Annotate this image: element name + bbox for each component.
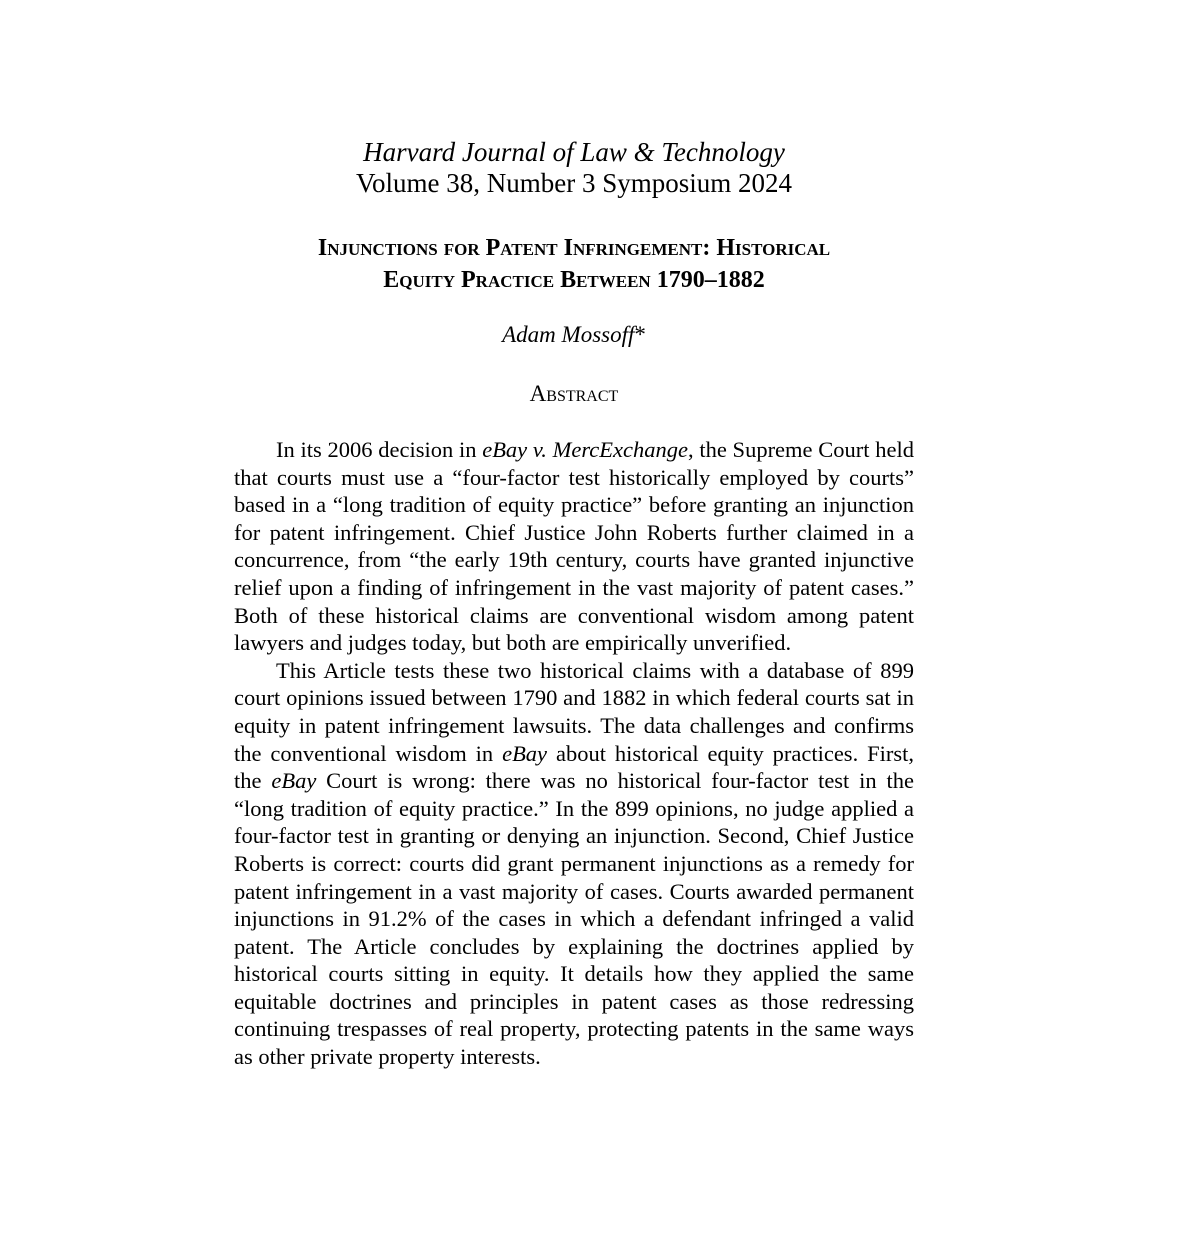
abstract-text: about historical equity practices. First, the (234, 740, 914, 794)
case-citation: eBay (271, 768, 317, 794)
abstract-text: Court is wrong: there was no historical four-factor test in the “long tradition of equity practice.” In the 899 opinions, no judge applied a four-factor test in granting or denying an injunction. Second, Chief Justice Roberts is correct: courts did grant permanent injunctions as a remedy for patent infringement in a vast majority of cases. Courts awarded permanent injunctions in 91.2% of the cases in which a defendant infringed a valid patent. The Article concludes by explaining the doctrines applied by historical courts sitting in equity. It details how they applied the same equitable doctrines and principles in patent cases as those redressing continuing trespasses of real property, protecting patents in the same ways as other private property interests. (234, 768, 914, 1070)
author-footnote-mark: * (634, 322, 646, 347)
author-name: Adam Mossoff (502, 322, 635, 347)
abstract-paragraph-1 (234, 436, 914, 657)
author-byline (0, 321, 1148, 349)
journal-name: Harvard Journal of Law & Technology (363, 137, 785, 167)
abstract-text: In its 2006 decision in (276, 437, 483, 462)
article-title (0, 232, 1148, 296)
article-title-line-1: Injunctions for Patent Infringement: Historical (317, 235, 831, 261)
article-title-line-2: Equity Practice Between 1790–1882 (383, 267, 765, 293)
journal-volume: Volume 38, Number 3 Symposium 2024 (355, 168, 792, 198)
abstract-body (234, 436, 914, 1071)
abstract-paragraph-2 (234, 657, 914, 1071)
abstract-heading: Abstract (529, 381, 619, 406)
case-citation: eBay (502, 740, 548, 766)
case-citation: eBay v. MercExchange (482, 437, 688, 462)
abstract-text: This Article tests these two historical claims with a database of 899 court opinions issued between 1790 and 1882 in which federal courts sat in equity in patent infringement lawsuits. The data challenges and confirms the conventional wisdom in (234, 657, 914, 766)
abstract-text: , the Supreme Court held that courts must use a “four-factor test historically employed by courts” based in a “long tradition of equity practice” before granting an injunction for patent infringement. Chief Justice John Roberts further claimed in a concurrence, from “the early 19th century, courts have granted injunctive relief upon a finding of infringement in the vast majority of patent cases.” Both of these historical claims are conventional wisdom among patent lawyers and judges today, but both are empirically unverified. (234, 437, 915, 656)
